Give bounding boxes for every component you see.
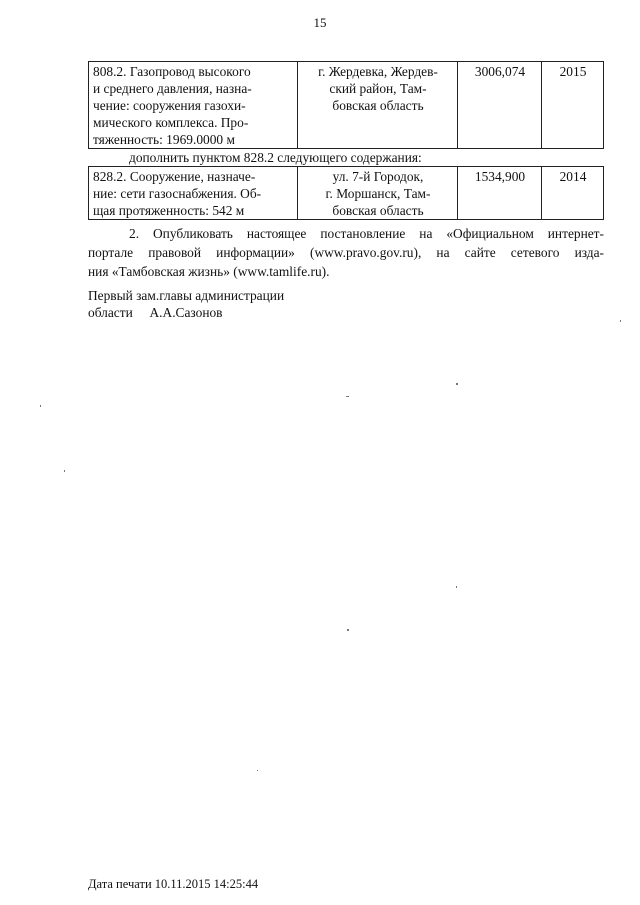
table-row (89, 62, 604, 149)
scan-speck (620, 320, 621, 322)
location-line: г. Жердевка, Жердев- (318, 64, 438, 79)
object-name-cell (89, 167, 298, 220)
year-text: 2014 (559, 169, 587, 184)
scan-speck (40, 405, 41, 407)
value-text: 1534,900 (474, 169, 526, 184)
location-line: г. Моршанск, Там- (325, 186, 431, 201)
object-name-line: тяженность: 1969.0000 м (93, 132, 235, 147)
year-cell (542, 167, 604, 220)
scan-speck (64, 470, 65, 472)
paragraph-line: 2. Опубликовать настоящее постановление на «Официальном интернет- (129, 226, 604, 241)
location-cell (298, 62, 458, 149)
supplement-line: дополнить пунктом 828.2 следующего содержания: (129, 150, 422, 165)
publication-paragraph (88, 224, 604, 281)
object-name-line: 808.2. Газопровод высокого (93, 64, 251, 79)
table-row (89, 167, 604, 220)
object-name-cell (89, 62, 298, 149)
year-text: 2015 (559, 64, 587, 79)
object-name-line: чение: сооружения газохи- (93, 98, 246, 113)
scan-speck (347, 629, 349, 631)
page-number: 15 (313, 15, 327, 30)
paragraph-line: ния «Тамбовская жизнь» (www.tamlife.ru). (88, 264, 330, 279)
value-text: 3006,074 (474, 64, 526, 79)
scan-speck (456, 383, 458, 385)
location-line: бовская область (332, 98, 424, 113)
object-name-line: 828.2. Сооружение, назначе- (93, 169, 256, 184)
scan-speck (257, 770, 258, 771)
object-name-line: ние: сети газоснабжения. Об- (93, 186, 262, 201)
scan-speck (346, 396, 349, 397)
year-cell (542, 62, 604, 149)
object-name-line: и среднего давления, назна- (93, 81, 252, 96)
registry-table-808-2 (88, 61, 604, 149)
scan-speck (456, 586, 457, 588)
signatory-name: области А.А.Сазонов (88, 305, 223, 320)
location-cell (298, 167, 458, 220)
location-line: ский район, Там- (329, 81, 427, 96)
object-name-line: щая протяженность: 542 м (93, 203, 245, 218)
signature-block (88, 287, 284, 321)
paragraph-line: портале правовой информации» (www.pravo.gov.ru), на сайте сетевого изда- (88, 245, 604, 260)
location-line: бовская область (332, 203, 424, 218)
location-line: ул. 7-й Городок, (332, 169, 424, 184)
value-cell (458, 167, 542, 220)
signatory-title: Первый зам.главы администрации (88, 288, 285, 303)
object-name-line: мического комплекса. Про- (93, 115, 249, 130)
registry-table-828-2 (88, 166, 604, 220)
print-date: Дата печати 10.11.2015 14:25:44 (88, 877, 259, 891)
value-cell (458, 62, 542, 149)
